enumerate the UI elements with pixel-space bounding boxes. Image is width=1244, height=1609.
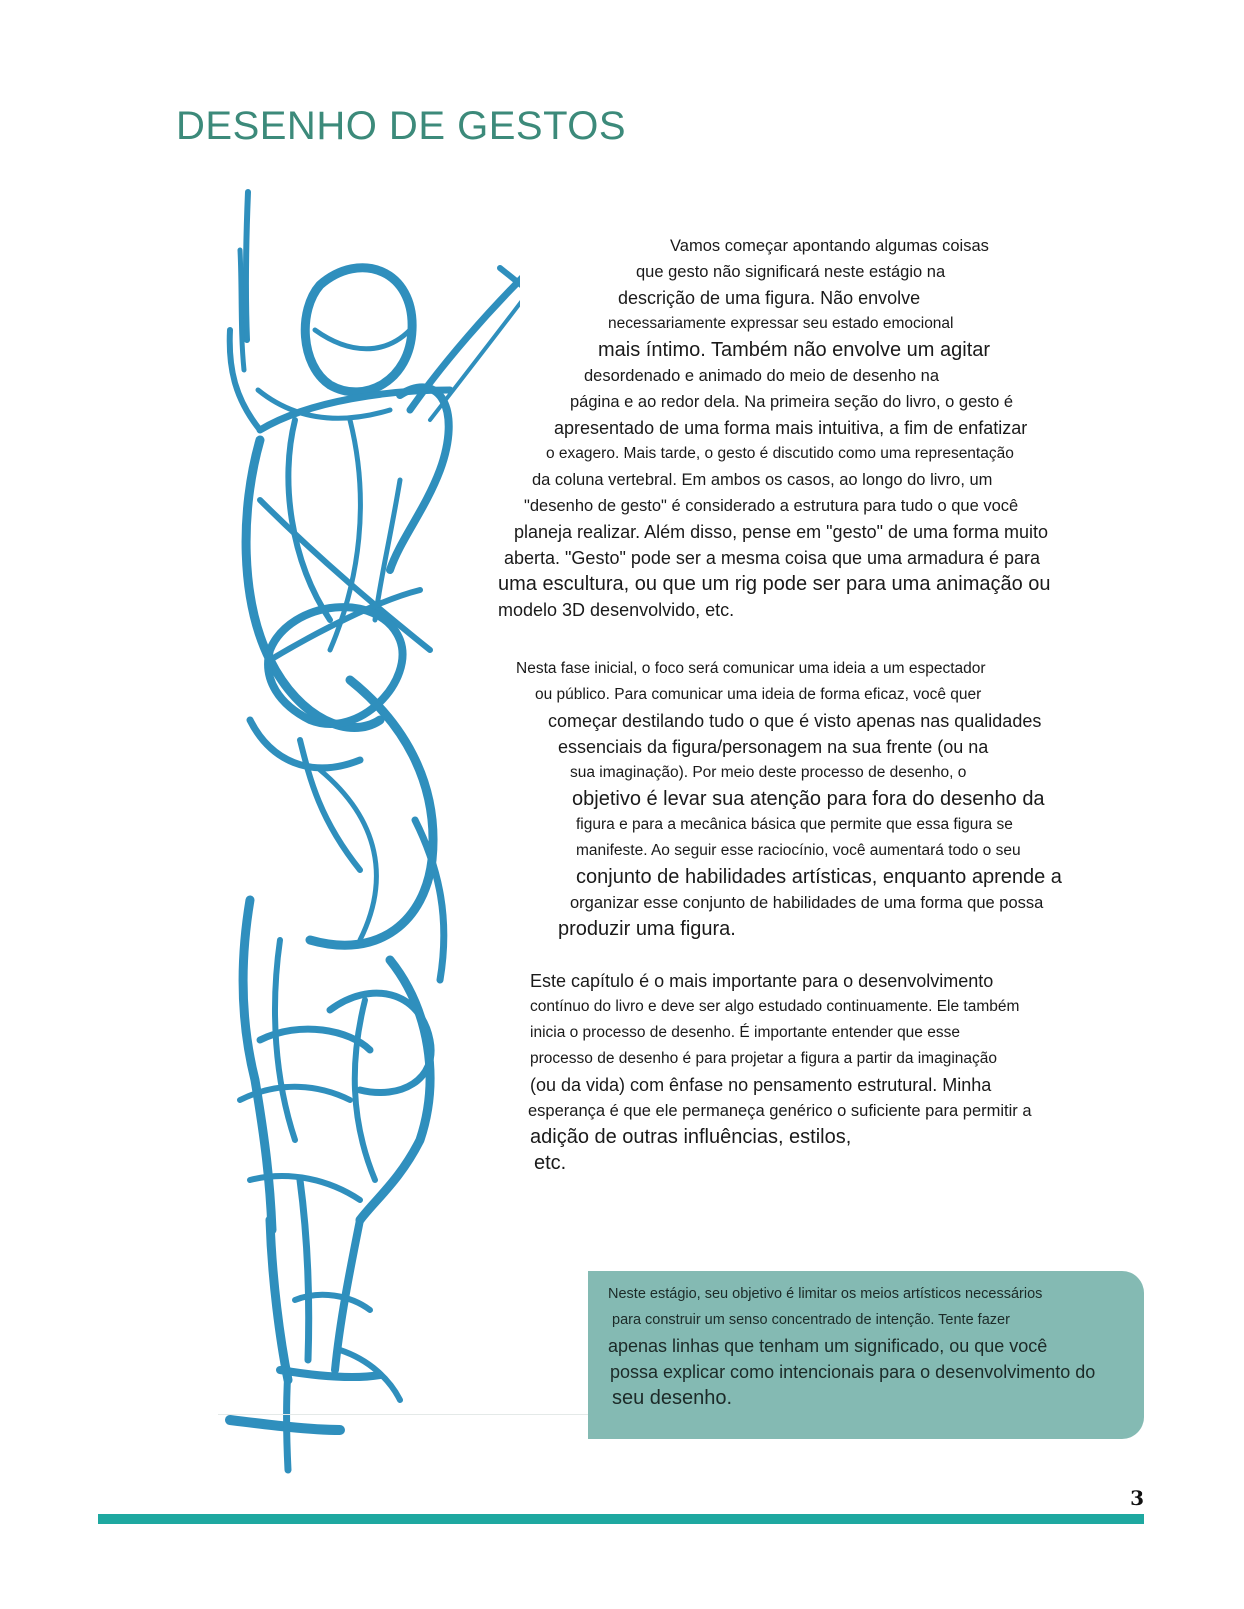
text-line: descrição de uma figura. Não envolve	[618, 288, 921, 308]
callout-line: possa explicar como intencionais para o desenvolvimento do	[610, 1362, 1096, 1382]
footer-bar	[98, 1514, 1144, 1524]
text-line: modelo 3D desenvolvido, etc.	[498, 600, 735, 620]
text-line: que gesto não significará neste estágio na	[636, 263, 946, 281]
callout-line: Neste estágio, seu objetivo é limitar os meios artísticos necessários	[608, 1286, 1043, 1302]
text-line: contínuo do livro e deve ser algo estudado continuamente. Ele também	[530, 998, 1020, 1015]
text-line: sua imaginação). Por meio deste processo de desenho, o	[570, 764, 967, 781]
page-title: DESENHO DE GESTOS	[176, 104, 627, 148]
text-line: apresentado de uma forma mais intuitiva, a fim de enfatizar	[554, 418, 1028, 438]
text-line: uma escultura, ou que um rig pode ser para uma animação ou	[498, 573, 1051, 595]
text-line: Vamos começar apontando algumas coisas	[670, 237, 989, 255]
paragraph-chapter-importance	[0, 968, 1244, 1176]
text-line: desordenado e animado do meio de desenho na	[584, 367, 940, 385]
text-line: adição de outras influências, estilos,	[530, 1126, 852, 1148]
text-line: planeja realizar. Além disso, pense em "gesto" de uma forma muito	[514, 522, 1049, 542]
text-line: Nesta fase inicial, o foco será comunicar uma ideia a um espectador	[516, 660, 986, 677]
text-line: começar destilando tudo o que é visto apenas nas qualidades	[548, 711, 1042, 731]
text-line: mais íntimo. Também não envolve um agitar	[598, 339, 991, 361]
text-line: esperança é que ele permaneça genérico o suficiente para permitir a	[528, 1102, 1032, 1120]
text-line: manifeste. Ao seguir esse raciocínio, você aumentará todo o seu	[576, 842, 1021, 859]
text-line: necessariamente expressar seu estado emocional	[608, 315, 954, 332]
text-line: inicia o processo de desenho. É importante entender que esse	[530, 1024, 960, 1041]
callout-box	[588, 1271, 1144, 1439]
text-line: processo de desenho é para projetar a figura a partir da imaginação	[530, 1050, 998, 1067]
paragraph-intro	[0, 233, 1244, 623]
text-line: objetivo é levar sua atenção para fora do desenho da	[572, 788, 1045, 810]
text-line: produzir uma figura.	[558, 918, 736, 940]
text-line: o exagero. Mais tarde, o gesto é discutido como uma representação	[546, 445, 1014, 462]
text-line: da coluna vertebral. Em ambos os casos, ao longo do livro, um	[532, 471, 993, 489]
callout-line: apenas linhas que tenham um significado, ou que você	[608, 1336, 1048, 1356]
text-line: essenciais da figura/personagem na sua frente (ou na	[558, 737, 989, 757]
text-line: Este capítulo é o mais importante para o desenvolvimento	[530, 971, 994, 991]
callout-line: seu desenho.	[612, 1387, 733, 1409]
paragraph-initial-phase	[0, 656, 1244, 942]
text-line: organizar esse conjunto de habilidades de uma forma que possa	[570, 894, 1044, 912]
callout-line: para construir um senso concentrado de intenção. Tente fazer	[612, 1312, 1010, 1328]
text-line: aberta. "Gesto" pode ser a mesma coisa que uma armadura é para	[504, 548, 1041, 568]
divider	[218, 1414, 590, 1415]
text-line: ou público. Para comunicar uma ideia de forma eficaz, você quer	[535, 686, 982, 703]
text-line: "desenho de gesto" é considerado a estrutura para tudo o que você	[524, 497, 1019, 515]
text-line: (ou da vida) com ênfase no pensamento estrutural. Minha	[530, 1075, 992, 1095]
page-number: 3	[1130, 1486, 1144, 1510]
text-line: etc.	[534, 1152, 567, 1174]
text-line: figura e para a mecânica básica que permite que essa figura se	[576, 816, 1013, 833]
text-line: conjunto de habilidades artísticas, enquanto aprende a	[576, 866, 1062, 888]
text-line: página e ao redor dela. Na primeira seção do livro, o gesto é	[570, 393, 1014, 411]
